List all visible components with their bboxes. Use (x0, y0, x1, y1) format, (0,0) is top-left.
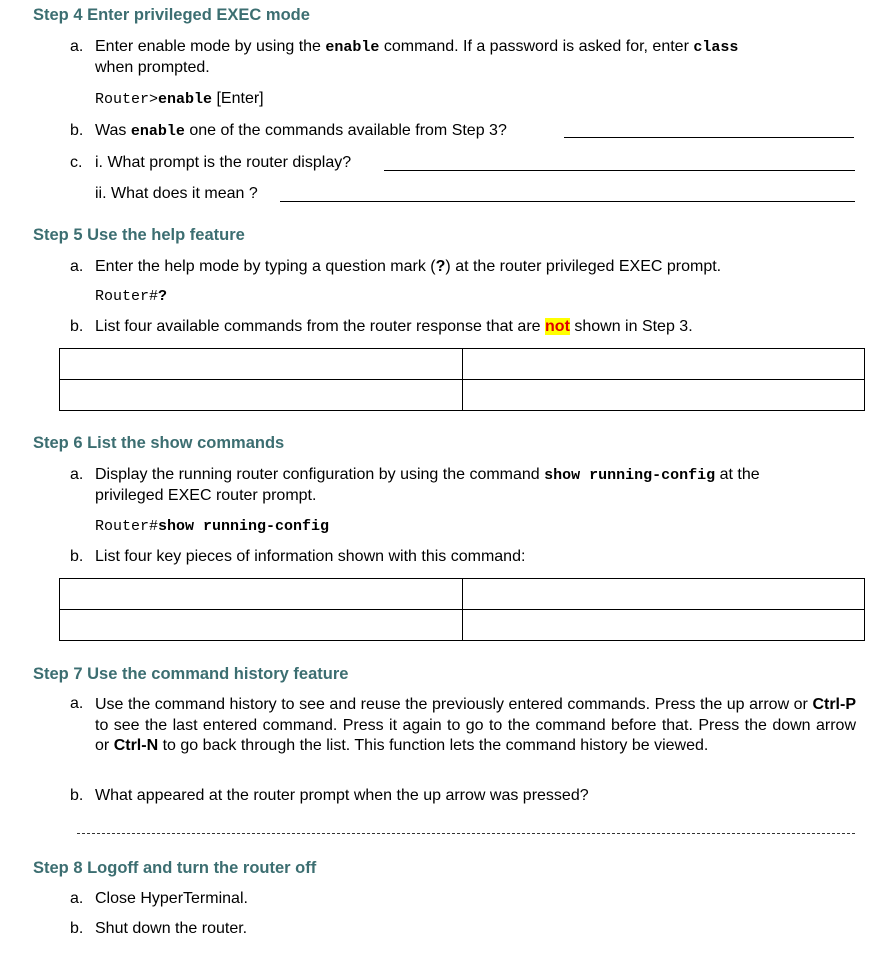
step7-b-question: What appeared at the router prompt when the up arrow was pressed? (95, 787, 589, 804)
step8-a-text: Close HyperTerminal. (95, 890, 248, 907)
not-highlight: not (545, 318, 570, 335)
step6-b-marker: b. (70, 548, 84, 565)
step6-a-text: Display the running router configuration by using the command show running-config at the (95, 466, 760, 484)
step5-answer-cell[interactable] (60, 380, 463, 411)
step4-b-marker: b. (70, 122, 84, 139)
step8-b-marker: b. (70, 920, 84, 937)
step7-a-text: Use the command history to see and reuse the previously entered commands. Press the up arrow or Ctrl-P to see the last entered command. Press it again to go to the command before that. Press the down arrow or Ctrl-N to go back through the list. This function lets the command history be viewed. (95, 696, 856, 754)
step6-b-text: List four key pieces of information shown with this command: (95, 548, 526, 565)
step4-c-answer-line-2[interactable] (280, 201, 855, 202)
step4-c-question-2: ii. What does it mean ? (95, 185, 258, 202)
step7-title: Step 7 Use the command history feature (33, 665, 349, 683)
step5-b-text: List four available commands from the router response that are not shown in Step 3. (95, 318, 693, 335)
step5-title: Step 5 Use the help feature (33, 226, 245, 244)
step6-answer-table (59, 578, 865, 641)
step6-title: Step 6 List the show commands (33, 434, 285, 452)
step4-command-line: Router>enable [Enter] (95, 90, 264, 108)
step6-answer-cell[interactable] (60, 579, 463, 610)
enable-code: enable (325, 39, 380, 56)
step6-command-line: Router#show running-config (95, 518, 330, 535)
step4-c-question-1: i. What prompt is the router display? (95, 154, 352, 171)
step8-b-text: Shut down the router. (95, 920, 248, 937)
step5-answer-table (59, 348, 865, 411)
step6-answer-cell[interactable] (463, 579, 865, 610)
step5-command-line: Router#? (95, 288, 168, 305)
step6-answer-cell[interactable] (463, 610, 865, 641)
step4-a-marker: a. (70, 38, 84, 55)
step5-b-marker: b. (70, 318, 84, 335)
step5-a-text: Enter the help mode by typing a question mark (?) at the router privileged EXEC prompt. (95, 258, 722, 275)
step8-a-marker: a. (70, 890, 84, 907)
step7-b-marker: b. (70, 787, 84, 804)
step6-a-marker: a. (70, 466, 84, 483)
step5-answer-cell[interactable] (463, 380, 865, 411)
step5-a-marker: a. (70, 258, 84, 275)
step5-answer-cell[interactable] (463, 349, 865, 380)
step6-answer-cell[interactable] (60, 610, 463, 641)
step7-b-answer-line[interactable] (77, 833, 855, 834)
step4-b-question: Was enable one of the commands available from Step 3? (95, 122, 507, 140)
ctrl-n-key: Ctrl-N (113, 737, 159, 754)
step4-b-answer-line[interactable] (564, 137, 854, 138)
step8-title: Step 8 Logoff and turn the router off (33, 859, 317, 877)
step4-c-answer-line-1[interactable] (384, 170, 855, 171)
ctrl-p-key: Ctrl-P (812, 696, 856, 713)
class-code: class (693, 39, 739, 56)
step4-c-marker: c. (70, 154, 83, 171)
step4-a-text-cont: when prompted. (95, 59, 210, 76)
step4-title: Step 4 Enter privileged EXEC mode (33, 6, 310, 24)
step6-a-text-cont: privileged EXEC router prompt. (95, 487, 317, 504)
show-running-config-code: show running-config (544, 467, 716, 484)
step5-answer-cell[interactable] (60, 349, 463, 380)
step4-a-text: Enter enable mode by using the enable command. If a password is asked for, enter class (95, 38, 739, 56)
step7-a-marker: a. (70, 695, 84, 712)
